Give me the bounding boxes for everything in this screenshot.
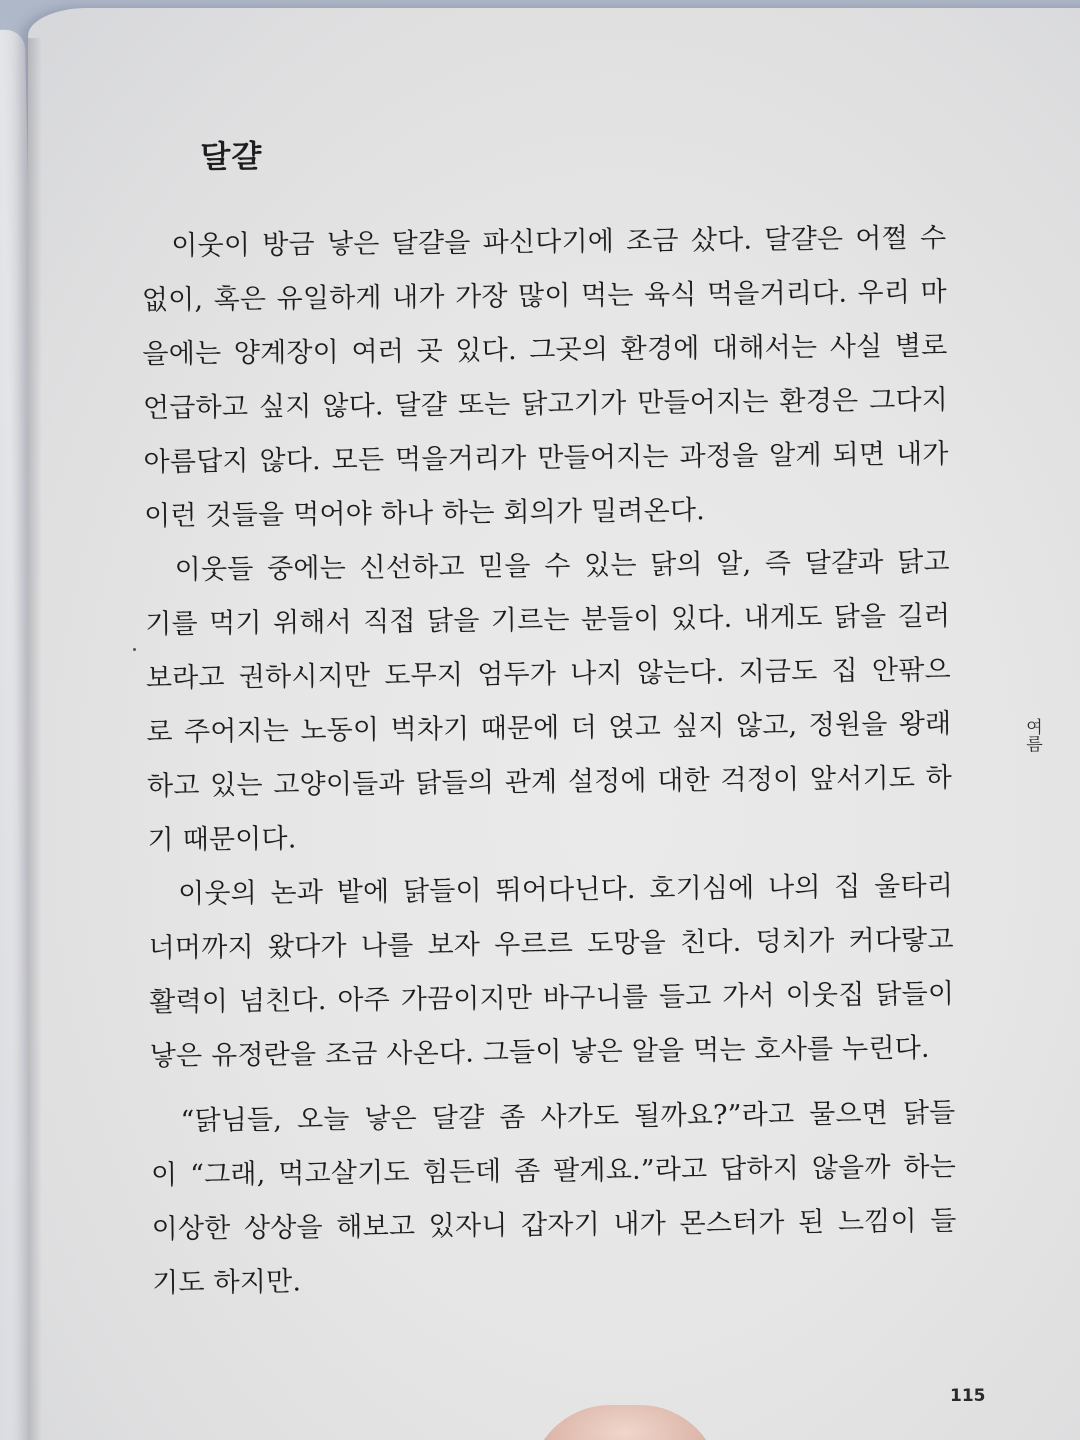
text-line: 기를 먹기 위해서 직접 닭을 기르는 분들이 있다. 내게도 닭을 길러 (145, 600, 951, 640)
text-line: 보라고 권하시지만 도무지 엄두가 나지 않는다. 지금도 집 안팎으 (145, 654, 951, 694)
text-line: 언급하고 싶지 않다. 달걀 또는 닭고기가 만들어지는 환경은 그다지 (142, 384, 949, 424)
text-line: 이웃들 중에는 신선하고 믿을 수 있는 닭의 알, 즉 달걀과 닭고 (174, 546, 950, 586)
text-line: 이런 것들을 먹어야 하나 하는 회의가 밀려온다. (143, 495, 706, 532)
text-line: 없이, 혹은 유일하게 내가 가장 많이 먹는 육식 먹을거리다. 우리 마 (141, 276, 948, 316)
text-line: 기도 하지만. (152, 1266, 302, 1299)
text-line: 을에는 양계장이 여러 곳 있다. 그곳의 환경에 대해서는 사실 별로 (142, 330, 948, 370)
paper-speck (133, 648, 136, 651)
text-line: 이웃의 논과 밭에 닭들이 뛰어다닌다. 호기심에 나의 집 울타리 (177, 870, 954, 910)
page-number: 115 (950, 1386, 986, 1406)
page-spine-shadow (28, 38, 42, 1440)
text-line: 활력이 넘친다. 아주 가끔이지만 바구니를 들고 가서 이웃집 닭들이 (149, 978, 955, 1018)
text-line: 아름답지 않다. 모든 먹을거리가 만들어지는 과정을 알게 되면 내가 (143, 438, 949, 478)
text-line: “닭님들, 오늘 낳은 달걀 좀 사가도 될까요?”라고 물으면 닭들 (180, 1097, 956, 1137)
section-side-label: 여름 (1022, 718, 1042, 752)
text-line: 낳은 유정란을 조금 사온다. 그들이 낳은 알을 먹는 호사를 누린다. (149, 1032, 930, 1072)
text-line: 이상한 상상을 해보고 있자니 갑자기 내가 몬스터가 된 느낌이 들 (151, 1205, 957, 1245)
text-line: 하고 있는 고양이들과 닭들의 관계 설정에 대한 걱정이 앞서기도 하 (146, 762, 953, 802)
text-line: 이웃이 방금 낳은 달걀을 파신다기에 조금 샀다. 달걀은 어쩔 수 (171, 222, 947, 262)
text-line: 너머까지 왔다가 나를 보자 우르르 도망을 친다. 덩치가 커다랗고 (148, 924, 954, 964)
text-line: 기 때문이다. (147, 823, 297, 856)
text-line: 이 “그래, 먹고살기도 힘든데 좀 팔게요.”라고 답하지 않을까 하는 (150, 1151, 957, 1191)
text-line: 로 주어지는 노동이 벅차기 때문에 더 얹고 싶지 않고, 정원을 왕래 (146, 708, 952, 748)
paragraph-4 (150, 1087, 957, 1311)
essay-title: 달걀 (200, 138, 263, 176)
paragraph-2 (144, 536, 952, 868)
paragraph-1 (141, 212, 949, 544)
paragraph-3 (148, 860, 955, 1084)
